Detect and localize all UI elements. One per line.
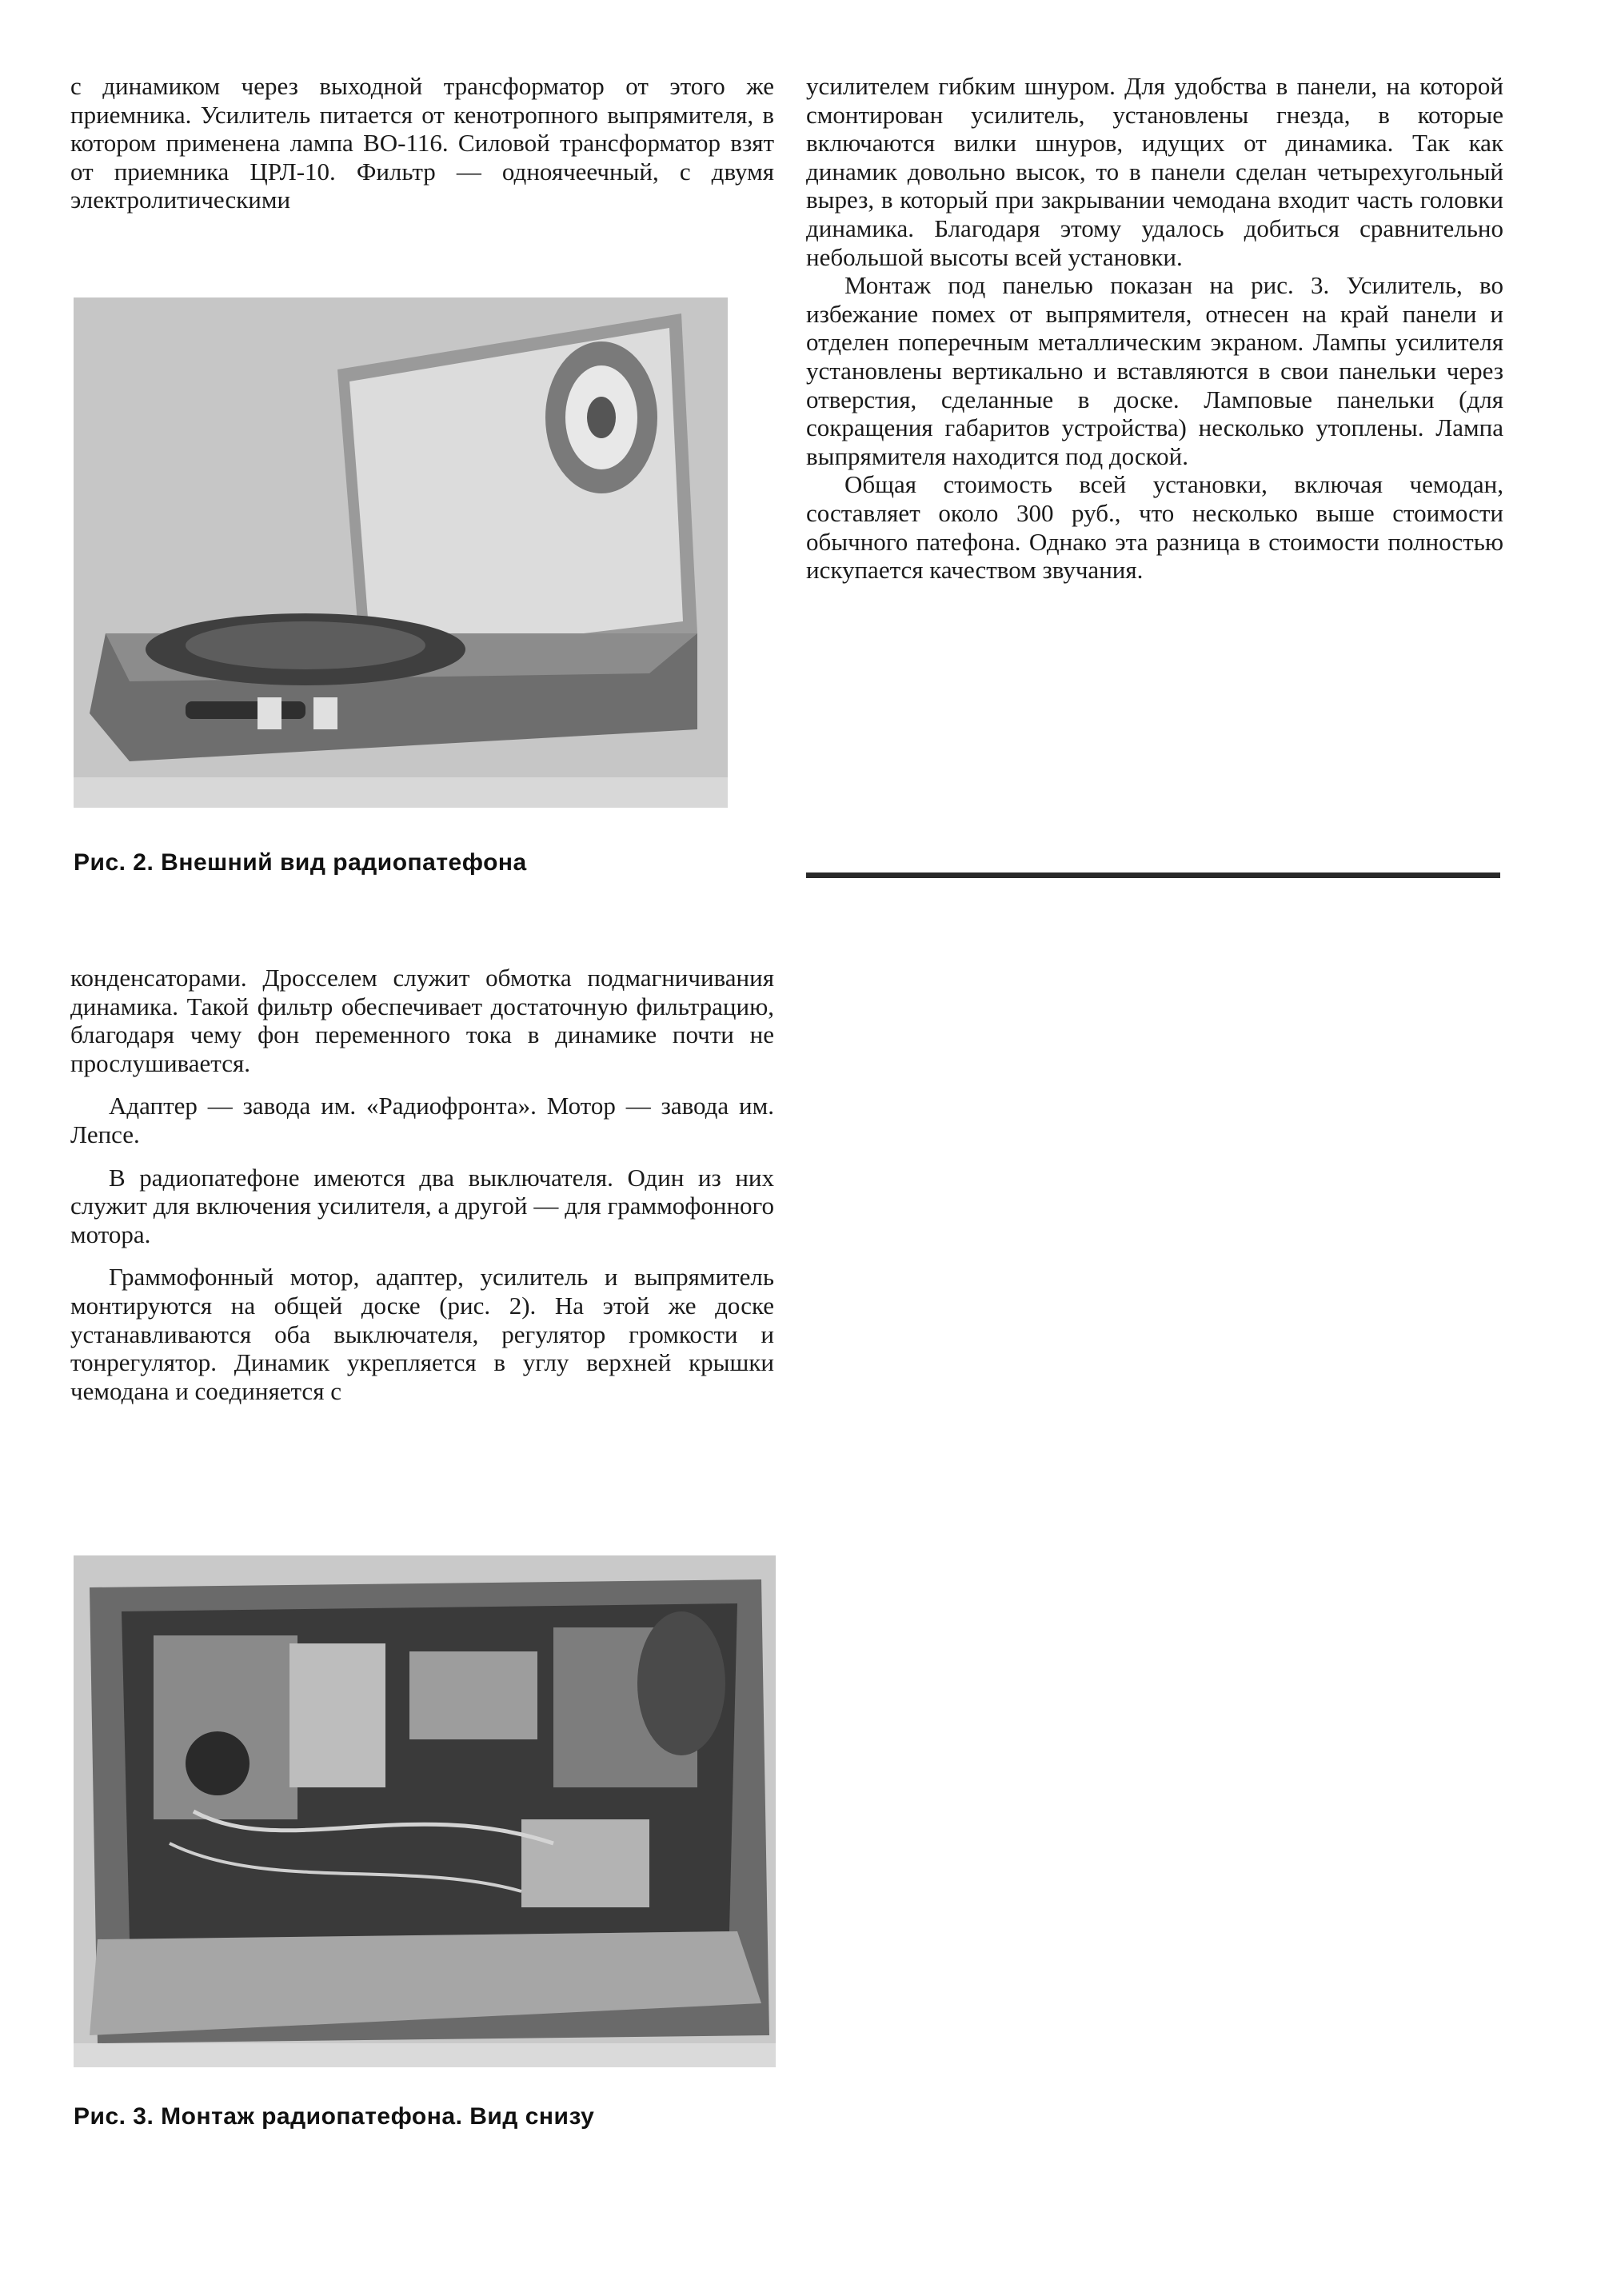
paragraph: Монтаж под панелью показан на рис. 3. Усилитель, во избежание помех от выпрямителя, отнесен на край панели и отделен поперечным металлическим экраном. Лампы усилителя установлены вертикально и вставляются в свои панельки через отверстия, сделанные в доске. Ламповые панельки (для сокращения габаритов устройства) несколько утоплены. Лампа выпрямителя находится под доской. bbox=[806, 271, 1503, 470]
left-column-middle bbox=[70, 964, 774, 1405]
paragraph: Адаптер — завода им. «Радиофронта». Мотор — завода им. Лепсе. bbox=[70, 1092, 774, 1148]
paragraph: Граммофонный мотор, адаптер, усилитель и выпрямитель монтируются на общей доске (рис. 2). На этой же доске устанавливаются оба выключателя, регулятор громкости и тонрегулятор. Динамик укрепляется в углу верхней крышки чемодана и соединяется с bbox=[70, 1263, 774, 1405]
paragraph: конденсаторами. Дросселем служит обмотка подмагничивания динамика. Такой фильтр обеспечивает достаточную фильтрацию, благодаря чему фон переменного тока в динамике почти не прослушивается. bbox=[70, 964, 774, 1077]
paragraph: В радиопатефоне имеются два выключателя. Один из них служит для включения усилителя, а другой — для граммофонного мотора. bbox=[70, 1163, 774, 1248]
figure-2-photo bbox=[74, 297, 728, 808]
left-column-top bbox=[70, 72, 774, 214]
right-column bbox=[806, 72, 1503, 585]
paragraph: усилителем гибким шнуром. Для удобства в панели, на которой смонтирован усилитель, установлены гнезда, в которые включаются вилки шнуров, идущих от динамика. Так как динамик довольно высок, то в панели сделан четырехугольный вырез, в который при закрывании чемодана входит часть головки динамика. Благодаря этому удалось добиться сравнительно небольшой высоты всей установки. bbox=[806, 72, 1503, 271]
figure-2-caption: Рис. 2. Внешний вид радиопатефона bbox=[74, 849, 527, 876]
radiogramophone-exterior-image bbox=[74, 297, 728, 808]
paragraph: Общая стоимость всей установки, включая чемодан, составляет около 300 руб., что несколько выше стоимости обычного патефона. Однако эта разница в стоимости полностью искупается качеством звучания. bbox=[806, 470, 1503, 585]
section-divider-rule bbox=[806, 872, 1500, 878]
figure-3-caption: Рис. 3. Монтаж радиопатефона. Вид снизу bbox=[74, 2103, 595, 2130]
figure-3-photo bbox=[74, 1555, 776, 2067]
radiogramophone-underside-image bbox=[74, 1555, 776, 2067]
paragraph: с динамиком через выходной трансформатор от этого же приемника. Усилитель питается от кенотропного выпрямителя, в котором применена лампа ВО-116. Силовой трансформатор взят от приемника ЦРЛ-10. Фильтр — одноячеечный, с двумя электролитическими bbox=[70, 72, 774, 214]
